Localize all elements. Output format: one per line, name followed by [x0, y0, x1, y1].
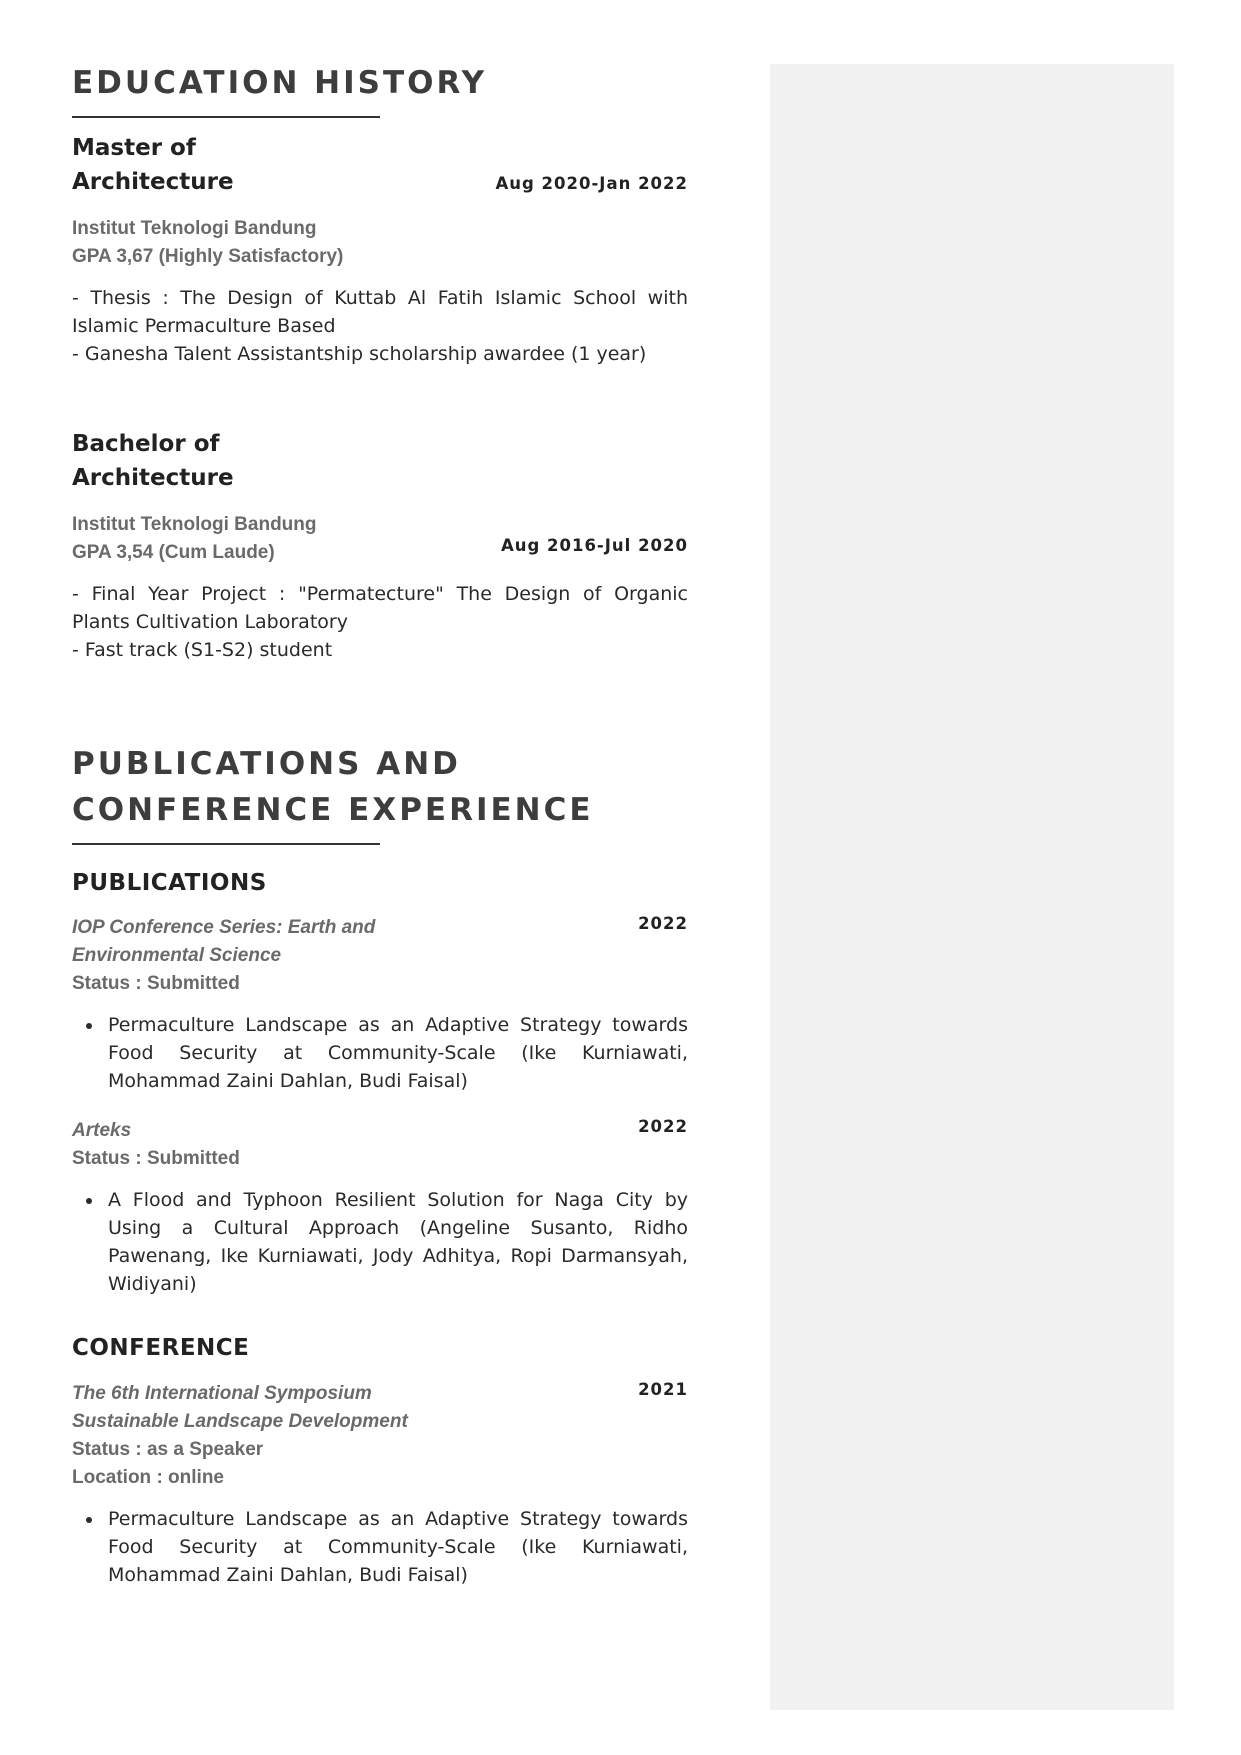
status-text: Status : Submitted	[72, 1148, 240, 1169]
detail-line: - Thesis : The Design of Kuttab Al Fatih Islamic School with Islamic Permaculture Based	[72, 287, 688, 337]
institution-name: Institut Teknologi Bandung	[72, 514, 317, 535]
publication-year: 2022	[638, 914, 688, 933]
publication-list	[72, 1011, 688, 1095]
venue-line: Arteks	[72, 1120, 132, 1141]
venue-line: The 6th International Symposium	[72, 1383, 372, 1404]
degree-line-2: Architecture	[72, 465, 234, 491]
publications-heading: PUBLICATIONS	[72, 870, 267, 896]
venue-line: IOP Conference Series: Earth and	[72, 917, 376, 938]
education-details	[72, 284, 688, 368]
section-title-line-1: PUBLICATIONS AND	[72, 746, 461, 782]
conference-list	[72, 1505, 688, 1589]
section-title-line-2: CONFERENCE EXPERIENCE	[72, 792, 594, 828]
conference-year: 2021	[638, 1380, 688, 1399]
education-title-rule	[72, 116, 380, 118]
degree-line-2: Architecture	[72, 169, 234, 195]
degree-title	[72, 427, 234, 495]
list-item: Permaculture Landscape as an Adaptive Strategy towards Food Security at Community-Scale (Ike Kurniawati, Mohammad Zaini Dahlan, Budi Faisal)	[108, 1011, 688, 1095]
status-text: Status : Submitted	[72, 973, 240, 994]
institution-name: Institut Teknologi Bandung	[72, 218, 317, 239]
degree-line-1: Master of	[72, 135, 196, 161]
sidebar-panel	[770, 64, 1174, 1710]
date-range: Aug 2020-Jan 2022	[495, 174, 688, 193]
degree-title	[72, 131, 234, 199]
venue-line: Environmental Science	[72, 945, 282, 966]
detail-line: - Final Year Project : "Permatecture" The Design of Organic Plants Cultivation Laboratory	[72, 583, 688, 633]
education-details	[72, 580, 688, 664]
education-section-title: EDUCATION HISTORY	[72, 65, 488, 101]
publications-section-title	[72, 741, 688, 833]
publications-title-rule	[72, 843, 380, 845]
location-text: Location : online	[72, 1467, 224, 1488]
degree-line-1: Bachelor of	[72, 431, 220, 457]
publication-year: 2022	[638, 1117, 688, 1136]
venue-line: Sustainable Landscape Development	[72, 1411, 408, 1432]
gpa-value: GPA 3,67 (Highly Satisfactory)	[72, 246, 344, 267]
conference-heading: CONFERENCE	[72, 1335, 250, 1361]
list-item: A Flood and Typhoon Resilient Solution for Naga City by Using a Cultural Approach (Angeline Susanto, Ridho Pawenang, Ike Kurniawati, Jody Adhitya, Ropi Darmansyah, Widiyani)	[108, 1186, 688, 1298]
date-range: Aug 2016-Jul 2020	[500, 536, 688, 555]
publication-list	[72, 1186, 688, 1298]
gpa-value: GPA 3,54 (Cum Laude)	[72, 542, 275, 563]
detail-line: - Fast track (S1-S2) student	[72, 639, 333, 661]
list-item: Permaculture Landscape as an Adaptive Strategy towards Food Security at Community-Scale (Ike Kurniawati, Mohammad Zaini Dahlan, Budi Faisal)	[108, 1505, 688, 1589]
status-text: Status : as a Speaker	[72, 1439, 264, 1460]
detail-line: - Ganesha Talent Assistantship scholarship awardee (1 year)	[72, 343, 647, 365]
